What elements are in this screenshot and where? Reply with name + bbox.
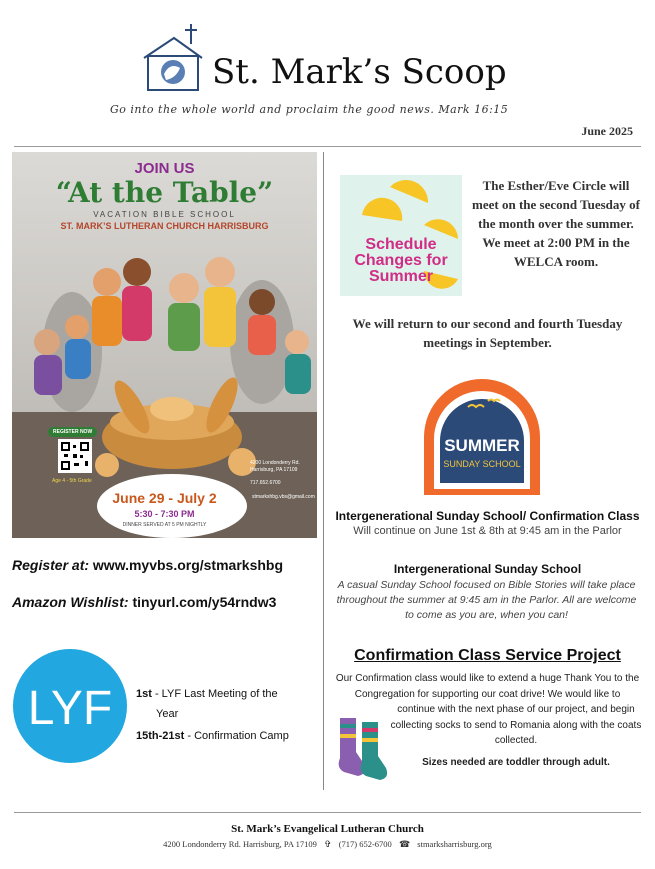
return-notice: We will return to our second and fourth Tuesday meetings in September.: [352, 316, 623, 350]
poster-plate: [97, 474, 247, 538]
lyf-logo: [12, 648, 128, 764]
wishlist-label: Amazon Wishlist:: [12, 594, 129, 610]
footer-phone: (717) 652-6700: [338, 839, 392, 849]
poster-subtitle: VACATION BIBLE SCHOOL: [93, 210, 236, 219]
poster-join-us: JOIN US: [134, 160, 195, 177]
church-logo: [140, 22, 206, 94]
intergen-confirmation-text: Will continue on June 1st & 8th at 9:45 am in the Parlor: [353, 525, 622, 537]
poster-email: stmarkshbg.vbs@gmail.com: [252, 494, 315, 500]
schedule-line-2: Changes for: [354, 252, 448, 269]
confirmation-project-sizes: Sizes needed are toddler through adult.: [422, 757, 610, 768]
footer-address: 4200 Londonderry Rd. Harrisburg, PA 17109: [163, 839, 317, 849]
top-divider: [14, 146, 641, 147]
poster-register-badge: REGISTER NOW: [48, 427, 97, 437]
socks-icon: [334, 712, 390, 784]
lyf-event-2-date: 15th-21st: [136, 730, 185, 742]
cross-icon: ✞: [324, 839, 332, 849]
poster-phone: 717.652.6700: [250, 480, 281, 486]
newsletter-title: St. Mark’s Scoop: [212, 52, 507, 92]
poster-address-line2: Harrisburg, PA 17109: [250, 467, 298, 473]
schedule-changes-graphic: [340, 175, 462, 296]
poster-dates: June 29 - July 2: [112, 490, 217, 506]
intergen-sunday-school-text: A casual Sunday School focused on Bible Stories will take place throughout the summer at 9:45 am in the Parlor. All are welcome to come as you are, when you can!: [336, 579, 637, 621]
column-divider: [323, 152, 324, 790]
footer-website[interactable]: stmarksharrisburg.org: [417, 839, 492, 849]
lyf-logo-text: LYF: [27, 682, 113, 735]
vbs-poster: [12, 152, 317, 538]
confirmation-project-text-2: continue with the next phase of our project, and begin collecting socks to send to Romania along with the coats collected.: [390, 704, 642, 746]
footer-church-name: St. Mark’s Evangelical Lutheran Church: [231, 823, 424, 835]
confirmation-project-heading: Confirmation Class Service Project: [354, 647, 621, 664]
masthead: [0, 0, 655, 150]
poster-title: “At the Table”: [55, 176, 274, 209]
schedule-changes-title: [340, 237, 462, 285]
wishlist-line: [12, 594, 276, 610]
lyf-event-1-continued: Year: [156, 708, 179, 720]
poster-church: ST. MARK’S LUTHERAN CHURCH HARRISBURG: [60, 221, 269, 231]
esther-circle-notice: The Esther/Eve Circle will meet on the second Tuesday of the month over the summer. We meet at 2:00 PM in the WELCA room.: [472, 178, 640, 269]
wishlist-link[interactable]: tinyurl.com/y54rndw3: [132, 594, 277, 610]
register-label: Register at:: [12, 557, 90, 573]
register-link[interactable]: www.myvbs.org/stmarkshbg: [92, 557, 284, 573]
poster-address-line1: 4200 Londonderry Rd.: [250, 460, 300, 466]
register-line: [12, 557, 283, 573]
tagline: Go into the whole world and proclaim the good news. Mark 16:15: [110, 103, 509, 116]
lyf-event-1: [136, 688, 278, 700]
poster-dinner: DINNER SERVED AT 5 PM NIGHTLY: [122, 522, 207, 528]
poster-time: 5:30 - 7:30 PM: [134, 509, 195, 519]
summer-logo-line1: SUMMER: [444, 436, 520, 455]
summer-sunday-school-logo: [418, 377, 546, 497]
footer-contact: [0, 839, 655, 850]
lyf-event-2-text: - Confirmation Camp: [184, 730, 289, 742]
poster-ages: Age 4 - 5th Grade: [52, 478, 92, 484]
summer-logo-line2: SUNDAY SCHOOL: [443, 459, 521, 469]
schedule-line-1: Schedule: [365, 236, 437, 253]
bottom-divider: [14, 812, 641, 813]
confirmation-project-text-1: Our Confirmation class would like to extend a huge Thank You to the Congregation for supporting our coat drive! We would like to: [335, 673, 640, 700]
qr-code-icon: [58, 439, 92, 473]
intergen-sunday-school-heading: Intergenerational Sunday School: [393, 562, 582, 576]
schedule-line-3: Summer: [368, 268, 434, 285]
lyf-event-2: [136, 730, 289, 742]
lyf-event-1-date: 1st: [136, 688, 152, 700]
intergen-confirmation-heading: Intergenerational Sunday School/ Confirmation Class: [335, 509, 640, 523]
issue-date: June 2025: [581, 124, 633, 138]
phone-icon: ☎: [398, 839, 411, 849]
lyf-event-1-text: - LYF Last Meeting of the: [151, 688, 278, 700]
bread-basket-illustration: [72, 367, 272, 477]
